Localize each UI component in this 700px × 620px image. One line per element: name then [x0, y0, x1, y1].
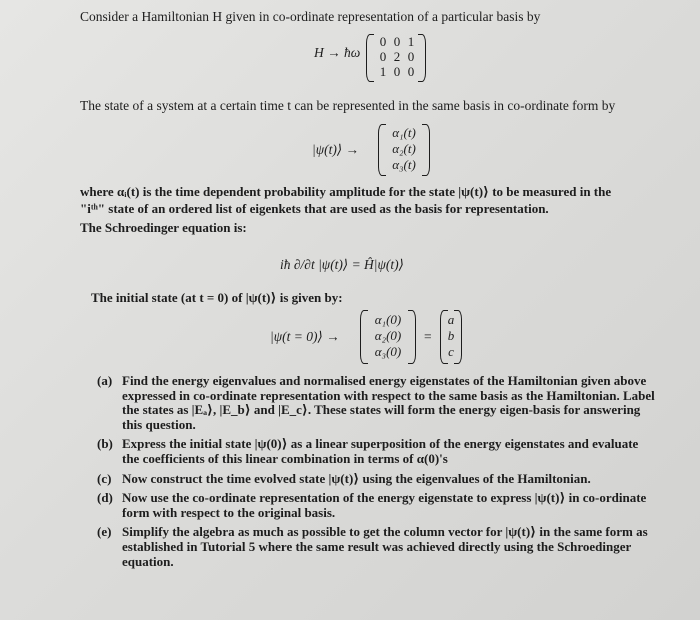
- question-label: (e): [97, 524, 112, 540]
- left-paren: [366, 34, 374, 82]
- question-e: [97, 525, 657, 569]
- vector-cell: α₁(t): [392, 125, 416, 140]
- initial-eq-lhs: |ψ(t = 0)⟩ →: [270, 329, 340, 344]
- schrodinger-label: The Schroedinger equation is:: [80, 220, 247, 235]
- matrix-cell: 0: [393, 34, 401, 49]
- where-line-1: where αᵢ(t) is the time dependent probability amplitude for the state |ψ(t)⟩ to be measured in the: [80, 184, 612, 199]
- matrix-cell: 2: [393, 49, 401, 64]
- question-text: Now construct the time evolved state |ψ(t)⟩ using the eigenvalues of the Hamiltonian.: [122, 470, 591, 486]
- state-eq-lhs: |ψ(t)⟩ →: [312, 142, 359, 157]
- question-label: (c): [97, 470, 112, 486]
- vector-cell: α₁(0): [374, 312, 402, 327]
- abc-vector: [440, 310, 462, 364]
- question-a: [97, 374, 657, 432]
- question-b: [97, 437, 657, 466]
- state-intro-text: The state of a system at a certain time t can be represented in the same basis in co-ordinate form by: [80, 98, 616, 113]
- right-paren: [418, 34, 426, 82]
- question-text: Express the initial state |ψ(0)⟩ as a linear superposition of the energy eigenstates and evaluate the coefficients of this linear combination in terms of α(0)'s: [122, 436, 639, 466]
- question-list: [97, 374, 657, 574]
- matrix-cell: 0: [379, 34, 387, 49]
- vector-cell: a: [447, 312, 455, 327]
- matrix-cell: 0: [393, 64, 401, 79]
- schrodinger-equation: iħ ∂/∂t |ψ(t)⟩ = Ĥ|ψ(t)⟩: [280, 257, 404, 272]
- matrix-cell: 0: [379, 49, 387, 64]
- equals-sign: =: [424, 329, 432, 344]
- vector-cell: α₃(0): [374, 344, 402, 359]
- right-paren: [408, 310, 416, 364]
- state-vector: [378, 124, 430, 176]
- vector-cell: α₃(t): [392, 157, 416, 172]
- vector-cell: α₂(0): [374, 328, 402, 343]
- intro-text: Consider a Hamiltonian H given in co-ordinate representation of a particular basis by: [80, 9, 541, 24]
- hamiltonian-matrix: [366, 34, 426, 82]
- initial-state-label: The initial state (at t = 0) of |ψ(t)⟩ is given by:: [91, 290, 343, 305]
- question-label: (b): [97, 436, 113, 452]
- initial-vector: [360, 310, 416, 364]
- question-text: Simplify the algebra as much as possible to get the column vector for |ψ(t)⟩ in the same form as established in Tutorial 5 where the same result was achieved directly using the Schroedinger equation.: [122, 524, 648, 569]
- where-line-2: "iᵗʰ" state of an ordered list of eigenkets that are used as the basis for representation.: [80, 201, 549, 216]
- question-label: (d): [97, 490, 113, 506]
- question-d: [97, 491, 657, 520]
- matrix-cell: 1: [379, 64, 387, 79]
- vector-cell: c: [448, 344, 454, 359]
- matrix-cell: 0: [407, 49, 415, 64]
- matrix-cell: 0: [407, 64, 415, 79]
- question-label: (a): [97, 373, 113, 388]
- matrix-cell: 1: [407, 34, 415, 49]
- question-c: [97, 472, 657, 487]
- hamiltonian-lhs: H → ħω: [314, 45, 361, 60]
- question-text: Now use the co-ordinate representation of the energy eigenstate to express |ψ(t)⟩ in co-ordinate form with respect to the original basis.: [122, 490, 647, 520]
- vector-cell: α₂(t): [392, 141, 416, 156]
- question-text: Find the energy eigenvalues and normalised energy eigenstates of the Hamiltonian given above expressed in co-ordinate representation with respect to the same basis as the Hamiltonian. Label the states as |Eₐ⟩, |E_b⟩ and |E_c⟩. These states will form the energy eigen-basis for answering this question.: [122, 373, 655, 432]
- vector-cell: b: [447, 328, 455, 343]
